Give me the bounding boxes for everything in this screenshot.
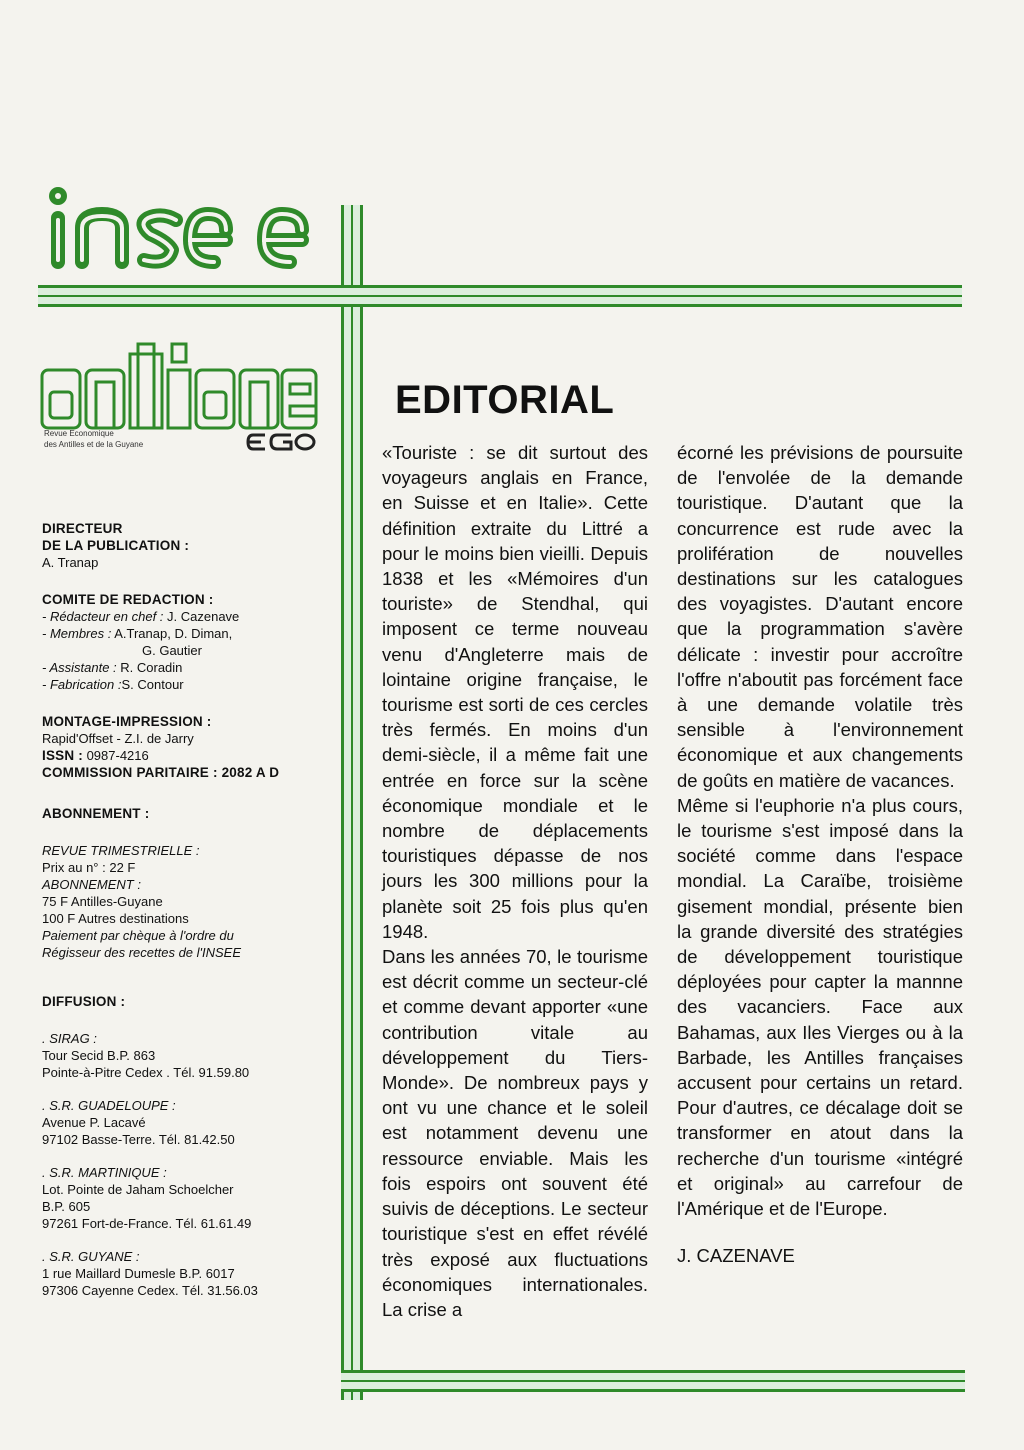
antiane-logo xyxy=(38,340,318,432)
guadeloupe-title: . S.R. GUADELOUPE : xyxy=(42,1098,176,1113)
montage-heading: MONTAGE-IMPRESSION : xyxy=(42,714,212,729)
diffusion-guadeloupe xyxy=(42,1097,337,1148)
editorial-title: EDITORIAL xyxy=(395,378,615,422)
diffusion-sirag xyxy=(42,1030,337,1081)
bottom-green-rule xyxy=(341,1370,965,1392)
assistante-name: R. Coradin xyxy=(116,660,183,675)
membres-label: - Membres : xyxy=(42,626,112,641)
directeur-block xyxy=(42,520,337,571)
editorial-column-1 xyxy=(382,440,648,1322)
issn-value: 0987-4216 xyxy=(82,748,149,763)
ego-logo xyxy=(245,430,317,454)
editorial-paragraph-3: écorné les prévisions de poursuite de l'envolée de la demande touristique. D'autant que la concurrence est rude avec la prolifération de nouvelles destinations sur les catalogues des voyagistes. D'autant encore que la programmation s'avère délicate : investir pour accroître l'offre n'aboutit pas forcément face à une demande volatile très sensible à l'environnement économique et aux changements de goûts en matière de vacances. xyxy=(677,442,963,791)
directeur-heading: DIRECTEUR xyxy=(42,521,123,536)
montage-block xyxy=(42,713,337,781)
montage-text: Rapid'Offset - Z.I. de Jarry xyxy=(42,731,194,746)
top-green-rule xyxy=(38,285,962,307)
martinique-city: 97261 Fort-de-France. Tél. 61.61.49 xyxy=(42,1216,252,1231)
abonnement-heading-block xyxy=(42,805,337,822)
fabrication-label: - Fabrication : xyxy=(42,677,122,692)
sirag-title: . SIRAG : xyxy=(42,1031,97,1046)
subtitle-line-1: Revue Economique xyxy=(44,429,114,438)
diffusion-heading: DIFFUSION : xyxy=(42,994,126,1009)
masthead-info xyxy=(42,520,337,1315)
redacteur-name: J. Cazenave xyxy=(163,609,240,624)
directeur-name: A. Tranap xyxy=(42,555,99,570)
vertical-green-rule xyxy=(341,205,363,1400)
commission-paritaire: COMMISSION PARITAIRE : 2082 A D xyxy=(42,765,280,780)
abonnement-autres: 100 F Autres destinations xyxy=(42,911,189,926)
guyane-address: 1 rue Maillard Dumesle B.P. 6017 xyxy=(42,1266,235,1281)
insee-logo xyxy=(36,180,320,272)
abonnement-heading: ABONNEMENT : xyxy=(42,806,150,821)
abonnement-block xyxy=(42,842,337,961)
diffusion-martinique xyxy=(42,1164,337,1232)
martinique-address: Lot. Pointe de Jaham Schoelcher xyxy=(42,1182,234,1197)
redacteur-label: - Rédacteur en chef : xyxy=(42,609,164,624)
editorial-column-2 xyxy=(677,440,963,1269)
guyane-title: . S.R. GUYANE : xyxy=(42,1249,140,1264)
publication-heading: DE LA PUBLICATION : xyxy=(42,538,190,553)
membres-names-2: G. Gautier xyxy=(142,643,202,658)
abonnement-antilles: 75 F Antilles-Guyane xyxy=(42,894,163,909)
antiane-subtitle xyxy=(44,428,143,450)
martinique-title: . S.R. MARTINIQUE : xyxy=(42,1165,167,1180)
comite-heading: COMITE DE REDACTION : xyxy=(42,592,214,607)
comite-block xyxy=(42,591,337,693)
paiement-line-2: Régisseur des recettes de l'INSEE xyxy=(42,945,242,960)
guadeloupe-address: Avenue P. Lacavé xyxy=(42,1115,146,1130)
editorial-paragraph-4: Même si l'euphorie n'a plus cours, le tourisme s'est imposé dans la société comme dans l'espace mondial. La Caraïbe, troisième gisement mondial, présente bien la grande diversité des stratégies de développement touristique déployées pour capter la mannne des vacanciers. Face aux Bahamas, aux Iles Vierges ou à la Barbade, les Antilles françaises accusent pour certains un retard. Pour d'autres, ce décalage doit se transformer en atout dans la recherche d'un tourisme «intégré et original» au carrefour de l'Amérique et de l'Europe. xyxy=(677,794,963,1220)
diffusion-guyane xyxy=(42,1248,337,1299)
sirag-city: Pointe-à-Pitre Cedex . Tél. 91.59.80 xyxy=(42,1065,250,1080)
editorial-paragraph-2: Dans les années 70, le tourisme est décrit comme un secteur-clé et comme devant apporter «une contribution vitale au développement du Tiers-Monde». De nombreux pays y ont vu une chance et le soleil est notamment devenu une ressource enviable. Mais les fois espoirs ont souvent été suivis de déceptions. Le secteur touristique s'est en effet révélé très exposé aux fluctuations économiques internationales. La crise a xyxy=(382,946,648,1320)
revue-trimestrielle: REVUE TRIMESTRIELLE : xyxy=(42,843,200,858)
issn-label: ISSN : xyxy=(42,748,83,763)
prix-numero: Prix au n° : 22 F xyxy=(42,860,136,875)
diffusion-heading-block xyxy=(42,993,337,1010)
guadeloupe-city: 97102 Basse-Terre. Tél. 81.42.50 xyxy=(42,1132,235,1147)
guyane-city: 97306 Cayenne Cedex. Tél. 31.56.03 xyxy=(42,1283,258,1298)
fabrication-name: S. Contour xyxy=(121,677,184,692)
paiement-line-1: Paiement par chèque à l'ordre du xyxy=(42,928,234,943)
assistante-label: - Assistante : xyxy=(42,660,117,675)
subtitle-line-2: des Antilles et de la Guyane xyxy=(44,440,144,449)
membres-names: A.Tranap, D. Diman, xyxy=(111,626,233,641)
sirag-address: Tour Secid B.P. 863 xyxy=(42,1048,156,1063)
martinique-bp: B.P. 605 xyxy=(42,1199,91,1214)
abonnement-subheading: ABONNEMENT : xyxy=(42,877,141,892)
editorial-signature: J. CAZENAVE xyxy=(677,1245,795,1267)
editorial-paragraph-1: «Touriste : se dit surtout des voyageurs anglais en France, en Suisse et en Italie». Cette définition extraite du Littré a pour le moins bien vieilli. Depuis 1838 et les «Mémoires d'un touriste» de Stendhal, qui imposent ce terme nouveau venu d'Angleterre mais de lointaine origine française, le tourisme est sorti de ces cercles très fermés. En moins d'un demi-siècle, il a même fait une entrée en force sur la scène économique mondiale et le nombre de déplacements touristiques dépasse de nos jours les 300 millions pour la planète soit 25 fois plus qu'en 1948. xyxy=(382,442,648,942)
